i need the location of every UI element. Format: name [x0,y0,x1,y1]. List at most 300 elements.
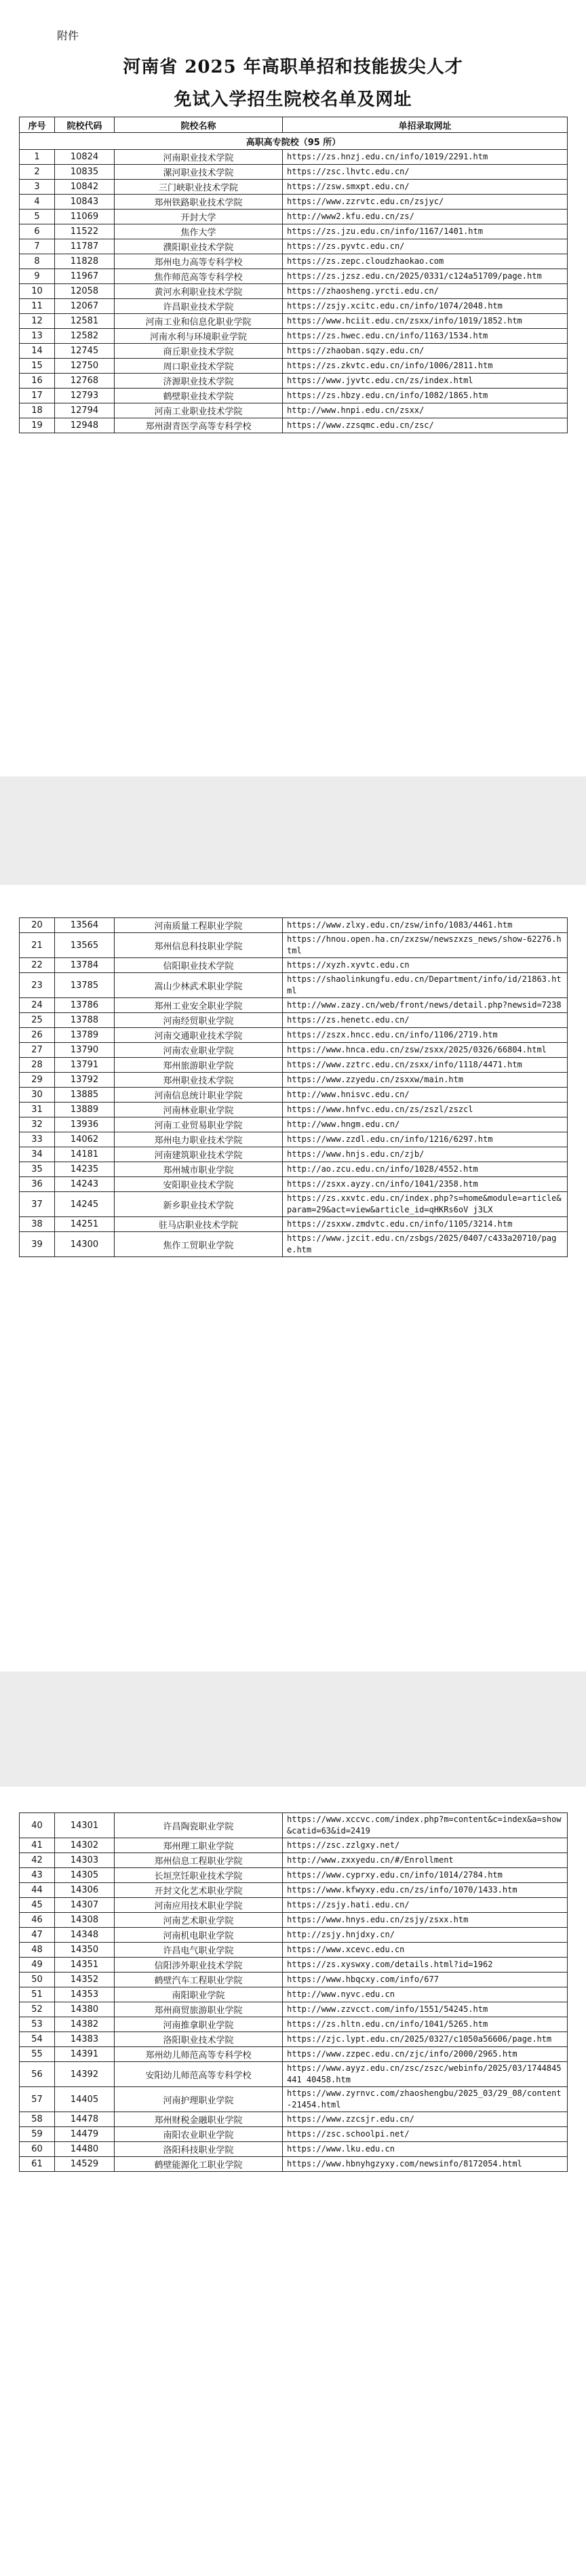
row-number: 53 [20,2017,55,2032]
school-name: 河南职业技术学院 [115,150,283,165]
admission-url-link[interactable]: https://www.zzpec.edu.cn/zjc/info/2000/2965.htm [283,2047,568,2062]
school-code: 12793 [55,389,115,403]
row-number: 33 [20,1132,55,1147]
school-name: 信阳职业技术学院 [115,958,283,973]
admission-url-link[interactable]: https://zs.zepc.cloudzhaokao.com [283,254,568,269]
admission-url-link[interactable]: https://www.jyvtc.edu.cn/zs/index.html [283,374,568,389]
table-row [20,239,568,254]
row-number: 58 [20,2112,55,2127]
table-row [20,2047,568,2062]
table-row [20,1103,568,1117]
table-row [20,1883,568,1898]
school-name: 河南林业职业学院 [115,1103,283,1117]
school-name: 周口职业技术学院 [115,359,283,374]
school-code: 11967 [55,269,115,284]
table-row [20,1232,568,1257]
school-name: 焦作大学 [115,224,283,239]
school-name: 许昌陶瓷职业学院 [115,1813,283,1838]
school-name: 信阳涉外职业技术学院 [115,1958,283,1973]
row-number: 14 [20,344,55,359]
admission-url-link[interactable]: https://zsxx.ayzy.cn/info/1041/2358.htm [283,1177,568,1192]
school-name: 郑州职业技术学院 [115,1073,283,1088]
school-name: 鹤壁能源化工职业学院 [115,2157,283,2172]
school-name: 开封文化艺术职业学院 [115,1883,283,1898]
school-name: 河南信息统计职业学院 [115,1088,283,1103]
school-name: 郑州工业安全职业学院 [115,998,283,1013]
school-code: 13784 [55,958,115,973]
row-number: 28 [20,1058,55,1073]
table-row [20,150,568,165]
school-code: 12582 [55,329,115,344]
row-number: 38 [20,1217,55,1232]
admission-url-link[interactable]: http://zsjy.hnjdxy.cn/ [283,1928,568,1943]
header-name: 院校名称 [115,117,283,133]
admission-url-link[interactable]: https://www.zzcsjr.edu.cn/ [283,2112,568,2127]
row-number: 20 [20,918,55,933]
table-row [20,1868,568,1883]
school-code: 13789 [55,1028,115,1043]
school-name: 河南农业职业学院 [115,1043,283,1058]
admission-url-link[interactable]: https://www.zztrc.edu.cn/zsxx/info/1118/4471.htm [283,1058,568,1073]
row-number: 27 [20,1043,55,1058]
school-name: 郑州商贸旅游职业学院 [115,2002,283,2017]
school-name: 郑州幼儿师范高等专科学校 [115,2047,283,2062]
admission-url-link[interactable]: https://www.zzdl.edu.cn/info/1216/6297.htm [283,1132,568,1147]
document-title-line-1: 河南省 2025 年高职单招和技能拔尖人才 [123,57,463,77]
admission-url-link[interactable]: https://www.kfwyxy.edu.cn/zs/info/1070/1433.htm [283,1883,568,1898]
school-code: 10843 [55,195,115,210]
school-code: 13792 [55,1073,115,1088]
table-row [20,1928,568,1943]
table-row [20,389,568,403]
row-number: 9 [20,269,55,284]
row-number: 16 [20,374,55,389]
table-row [20,2032,568,2047]
school-code: 12745 [55,344,115,359]
admission-url-link[interactable]: https://zs.hwec.edu.cn/info/1163/1534.htm [283,329,568,344]
school-code: 14308 [55,1913,115,1928]
admission-url-link[interactable]: https://www.jzcit.edu.cn/zsbgs/2025/0407/c433a20710/page.htm [283,1232,568,1257]
school-name: 鹤壁职业技术学院 [115,389,283,403]
document-page-2 [0,885,586,1671]
school-code: 14305 [55,1868,115,1883]
table-row [20,998,568,1013]
table-row [20,933,568,958]
admission-url-link[interactable]: https://zs.hltn.edu.cn/info/1041/5265.htm [283,2017,568,2032]
row-number: 45 [20,1898,55,1913]
row-number: 30 [20,1088,55,1103]
table-row [20,314,568,329]
row-number: 25 [20,1013,55,1028]
admission-url-link[interactable]: https://zs.hbzy.edu.cn/info/1082/1865.htm [283,389,568,403]
table-row [20,2062,568,2087]
table-row [20,329,568,344]
school-name: 河南工业和信息化职业学院 [115,314,283,329]
table-row [20,299,568,314]
row-number: 15 [20,359,55,374]
row-number: 61 [20,2157,55,2172]
row-number: 49 [20,1958,55,1973]
admission-url-link[interactable]: https://www.hbqcxy.com/info/677 [283,1973,568,1987]
school-code: 14382 [55,2017,115,2032]
row-number: 46 [20,1913,55,1928]
admission-url-link[interactable]: https://www.hciit.edu.cn/zsxx/info/1019/1852.htm [283,314,568,329]
table-row [20,210,568,224]
school-code: 13564 [55,918,115,933]
school-code: 14300 [55,1232,115,1257]
school-code: 12750 [55,359,115,374]
admission-url-link[interactable]: https://zszx.hncc.edu.cn/info/1106/2719.htm [283,1028,568,1043]
admission-url-link[interactable]: https://www.zyrnvc.com/zhaoshengbu/2025_03/29_08/content-21454.html [283,2087,568,2112]
row-number: 4 [20,195,55,210]
school-code: 12768 [55,374,115,389]
admission-url-link[interactable]: https://zsc.schoolpi.net/ [283,2127,568,2142]
group-label: 高职高专院校（95 所） [20,133,568,150]
row-number: 18 [20,403,55,418]
table-row [20,2127,568,2142]
school-code: 11828 [55,254,115,269]
attachment-label: 附件 [57,29,79,42]
school-code: 14301 [55,1813,115,1838]
admission-url-link[interactable]: https://zsjy.hati.edu.cn/ [283,1898,568,1913]
school-code: 10842 [55,180,115,195]
school-code: 14529 [55,2157,115,2172]
school-code: 13889 [55,1103,115,1117]
school-code: 14251 [55,1217,115,1232]
table-row [20,2142,568,2157]
school-code: 14392 [55,2062,115,2087]
table-row [20,403,568,418]
row-number: 3 [20,180,55,195]
school-name: 河南工业职业技术学院 [115,403,283,418]
school-code: 14391 [55,2047,115,2062]
admission-url-link[interactable]: https://zsw.smxpt.edu.cn/ [283,180,568,195]
school-code: 14307 [55,1898,115,1913]
table-row [20,254,568,269]
admission-url-link[interactable]: https://www.hbnyhgzyxy.com/newsinfo/8172054.html [283,2157,568,2172]
school-code: 13785 [55,973,115,998]
school-name: 嵩山少林武术职业学院 [115,973,283,998]
school-code: 13885 [55,1088,115,1103]
table-row [20,1217,568,1232]
school-code: 11069 [55,210,115,224]
row-number: 21 [20,933,55,958]
school-code: 14303 [55,1853,115,1868]
school-code: 13788 [55,1013,115,1028]
school-name: 焦作师范高等专科学校 [115,269,283,284]
school-code: 13786 [55,998,115,1013]
school-name: 许昌电气职业学院 [115,1943,283,1958]
row-number: 2 [20,165,55,180]
table-row [20,2002,568,2017]
table-row [20,1853,568,1868]
row-number: 23 [20,973,55,998]
school-name: 新乡职业技术学院 [115,1192,283,1217]
admission-url-link[interactable]: https://www.hnjs.edu.cn/zjb/ [283,1147,568,1162]
row-number: 26 [20,1028,55,1043]
school-name: 商丘职业技术学院 [115,344,283,359]
school-name: 驻马店职业技术学院 [115,1217,283,1232]
row-number: 11 [20,299,55,314]
header-no: 序号 [20,117,55,133]
school-code: 14348 [55,1928,115,1943]
school-name: 郑州电力职业技术学院 [115,1132,283,1147]
row-number: 29 [20,1073,55,1088]
row-number: 8 [20,254,55,269]
table-row [20,165,568,180]
school-code: 11787 [55,239,115,254]
school-code: 14352 [55,1973,115,1987]
table-row [20,2087,568,2112]
school-name: 郑州理工职业学院 [115,1838,283,1853]
table-row [20,1987,568,2002]
school-table-part-2 [19,917,568,1257]
table-row [20,958,568,973]
school-name: 安阳幼儿师范高等专科学校 [115,2062,283,2087]
school-code: 14478 [55,2112,115,2127]
school-name: 南阳职业学院 [115,1987,283,2002]
admission-url-link[interactable]: https://zjc.lypt.edu.cn/2025/0327/c1050a56606/page.htm [283,2032,568,2047]
row-number: 59 [20,2127,55,2142]
school-code: 14479 [55,2127,115,2142]
school-name: 河南经贸职业学院 [115,1013,283,1028]
row-number: 43 [20,1868,55,1883]
table-row [20,1838,568,1853]
school-code: 12581 [55,314,115,329]
school-name: 河南质量工程职业学院 [115,918,283,933]
admission-url-link[interactable]: https://hnou.open.ha.cn/zxzsw/newszxzs_news/show-62276.html [283,933,568,958]
school-name: 许昌职业技术学院 [115,299,283,314]
admission-url-link[interactable]: https://www.zzsqmc.edu.cn/zsc/ [283,418,568,433]
header-url: 单招录取网址 [283,117,568,133]
table-row [20,2112,568,2127]
school-name: 濮阳职业技术学院 [115,239,283,254]
admission-url-link[interactable]: http://www.zazy.cn/web/front/news/detail.php?newsid=7238 [283,998,568,1013]
row-number: 36 [20,1177,55,1192]
school-code: 12067 [55,299,115,314]
table-row [20,269,568,284]
school-code: 13790 [55,1043,115,1058]
row-number: 44 [20,1883,55,1898]
school-name: 河南机电职业学院 [115,1928,283,1943]
school-name: 郑州信息工程职业学院 [115,1853,283,1868]
row-number: 60 [20,2142,55,2157]
school-name: 河南水利与环境职业学院 [115,329,283,344]
table-row [20,1958,568,1973]
school-code: 13936 [55,1117,115,1132]
header-code: 院校代码 [55,117,115,133]
table-row [20,1028,568,1043]
row-number: 37 [20,1192,55,1217]
admission-url-link[interactable]: https://www.hnca.edu.cn/zsw/zsxx/2025/0326/66804.html [283,1043,568,1058]
row-number: 1 [20,150,55,165]
school-name: 郑州铁路职业技术学院 [115,195,283,210]
row-number: 51 [20,1987,55,2002]
admission-url-link[interactable]: https://zs.xyswxy.com/details.html?id=1962 [283,1958,568,1973]
admission-url-link[interactable]: http://www.zxxyedu.cn/#/Enrollment [283,1853,568,1868]
school-code: 14243 [55,1177,115,1192]
admission-url-link[interactable]: https://zs.zkvtc.edu.cn/info/1006/2811.htm [283,359,568,374]
school-name: 焦作工贸职业学院 [115,1232,283,1257]
admission-url-link[interactable]: https://zsc.zzlgxy.net/ [283,1838,568,1853]
school-table-part-3 [19,1812,568,2172]
admission-url-link[interactable]: https://xyzh.xyvtc.edu.cn [283,958,568,973]
document-title-line-2: 免试入学招生院校名单及网址 [174,90,412,110]
row-number: 12 [20,314,55,329]
row-number: 56 [20,2062,55,2087]
admission-url-link[interactable]: https://www.lku.edu.cn [283,2142,568,2157]
row-number: 47 [20,1928,55,1943]
row-number: 19 [20,418,55,433]
school-name: 漯河职业技术学院 [115,165,283,180]
row-number: 39 [20,1232,55,1257]
admission-url-link[interactable]: https://zs.jzsz.edu.cn/2025/0331/c124a51709/page.htm [283,269,568,284]
school-name: 河南建筑职业技术学院 [115,1147,283,1162]
table-row [20,1073,568,1088]
admission-url-link[interactable]: https://zs.pyvtc.edu.cn/ [283,239,568,254]
admission-url-link[interactable]: http://www.hngm.edu.cn/ [283,1117,568,1132]
admission-url-link[interactable]: https://zhaosheng.yrcti.edu.cn/ [283,284,568,299]
school-name: 郑州城市职业学院 [115,1162,283,1177]
row-number: 55 [20,2047,55,2062]
admission-url-link[interactable]: http://www.hnisvc.edu.cn/ [283,1088,568,1103]
admission-url-link[interactable]: https://zs.henetc.edu.cn/ [283,1013,568,1028]
table-row [20,1058,568,1073]
row-number: 50 [20,1973,55,1987]
row-number: 41 [20,1838,55,1853]
admission-url-link[interactable]: https://www.hnys.edu.cn/zsjy/zsxx.htm [283,1913,568,1928]
admission-url-link[interactable]: https://www.cyprxy.edu.cn/info/1014/2784.htm [283,1868,568,1883]
school-name: 鹤壁汽车工程职业学院 [115,1973,283,1987]
school-code: 13791 [55,1058,115,1073]
school-name: 河南应用技术职业学院 [115,1898,283,1913]
school-code: 14245 [55,1192,115,1217]
admission-url-link[interactable]: https://www.zzrvtc.edu.cn/zsjyc/ [283,195,568,210]
admission-url-link[interactable]: http://www.hnpi.edu.cn/zsxx/ [283,403,568,418]
school-name: 南阳农业职业学院 [115,2127,283,2142]
school-name: 济源职业技术学院 [115,374,283,389]
school-code: 14383 [55,2032,115,2047]
admission-url-link[interactable]: https://zsc.lhvtc.edu.cn/ [283,165,568,180]
table-header-row [20,117,568,133]
admission-url-link[interactable]: https://www.xcevc.edu.cn [283,1943,568,1958]
admission-url-link[interactable]: http://www2.kfu.edu.cn/zs/ [283,210,568,224]
document-page-3 [0,1787,586,2576]
table-row [20,1147,568,1162]
admission-url-link[interactable]: http://www.zzvcct.com/info/1551/54245.htm [283,2002,568,2017]
school-code: 14062 [55,1132,115,1147]
school-code: 12058 [55,284,115,299]
row-number: 22 [20,958,55,973]
row-number: 57 [20,2087,55,2112]
table-row [20,224,568,239]
school-code: 12948 [55,418,115,433]
table-row [20,1088,568,1103]
school-name: 河南工业贸易职业学院 [115,1117,283,1132]
school-code: 14351 [55,1958,115,1973]
admission-url-link[interactable]: https://zsxxw.zmdvtc.edu.cn/info/1105/3214.htm [283,1217,568,1232]
admission-url-link[interactable]: https://www.ayyz.edu.cn/zsc/zszc/webinfo/2025/03/1744845441 40458.htm [283,2062,568,2087]
table-row [20,1192,568,1217]
row-number: 35 [20,1162,55,1177]
table-row [20,2157,568,2172]
row-number: 42 [20,1853,55,1868]
table-row [20,1013,568,1028]
table-row [20,344,568,359]
school-code: 14181 [55,1147,115,1162]
school-name: 安阳职业技术学院 [115,1177,283,1192]
table-row [20,1162,568,1177]
row-number: 17 [20,389,55,403]
school-code: 14302 [55,1838,115,1853]
school-name: 河南艺术职业学院 [115,1913,283,1928]
row-number: 7 [20,239,55,254]
row-number: 34 [20,1147,55,1162]
admission-url-link[interactable]: https://www.hnfvc.edu.cn/zs/zszl/zszcl [283,1103,568,1117]
table-row [20,973,568,998]
row-number: 6 [20,224,55,239]
school-code: 14405 [55,2087,115,2112]
school-code: 14380 [55,2002,115,2017]
admission-url-link[interactable]: http://www.nyvc.edu.cn [283,1987,568,2002]
table-row [20,1813,568,1838]
admission-url-link[interactable]: https://zs.hnzj.edu.cn/info/1019/2291.htm [283,150,568,165]
school-code: 14235 [55,1162,115,1177]
admission-url-link[interactable]: https://shaolinkungfu.edu.cn/Department/info/id/21863.html [283,973,568,998]
school-name: 三门峡职业技术学院 [115,180,283,195]
school-code: 10835 [55,165,115,180]
table-row [20,374,568,389]
school-table-part-1 [19,117,568,433]
school-code: 12794 [55,403,115,418]
school-name: 郑州财税金融职业学院 [115,2112,283,2127]
school-name: 开封大学 [115,210,283,224]
table-row [20,1117,568,1132]
admission-url-link[interactable]: https://zhaoban.sqzy.edu.cn/ [283,344,568,359]
admission-url-link[interactable]: https://zs.jzu.edu.cn/info/1167/1401.htm [283,224,568,239]
admission-url-link[interactable]: https://zs.xxvtc.edu.cn/index.php?s=home&module=article&param=29&act=view&article_id=qHKRs6oV j3LX [283,1192,568,1217]
table-row [20,1043,568,1058]
group-row [20,133,568,150]
school-code: 14350 [55,1943,115,1958]
row-number: 5 [20,210,55,224]
table-row [20,1943,568,1958]
school-name: 郑州电力高等专科学校 [115,254,283,269]
table-row [20,1898,568,1913]
school-code: 14306 [55,1883,115,1898]
school-name: 黄河水利职业技术学院 [115,284,283,299]
admission-url-link[interactable]: https://zsjy.xcitc.edu.cn/info/1074/2048.htm [283,299,568,314]
school-name: 河南护理职业学院 [115,2087,283,2112]
school-code: 11522 [55,224,115,239]
row-number: 31 [20,1103,55,1117]
table-row [20,359,568,374]
admission-url-link[interactable]: https://www.zlxy.edu.cn/zsw/info/1083/4461.htm [283,918,568,933]
table-row [20,284,568,299]
row-number: 40 [20,1813,55,1838]
school-name: 河南推拿职业学院 [115,2017,283,2032]
table-row [20,1177,568,1192]
row-number: 32 [20,1117,55,1132]
admission-url-link[interactable]: https://www.xccvc.com/index.php?m=content&c=index&a=show&catid=63&id=2419 [283,1813,568,1838]
table-row [20,1913,568,1928]
school-name: 河南交通职业技术学院 [115,1028,283,1043]
row-number: 13 [20,329,55,344]
school-name: 洛阳科技职业学院 [115,2142,283,2157]
school-code: 13565 [55,933,115,958]
admission-url-link[interactable]: https://www.zzyedu.cn/zsxxw/main.htm [283,1073,568,1088]
admission-url-link[interactable]: http://ao.zcu.edu.cn/info/1028/4552.htm [283,1162,568,1177]
